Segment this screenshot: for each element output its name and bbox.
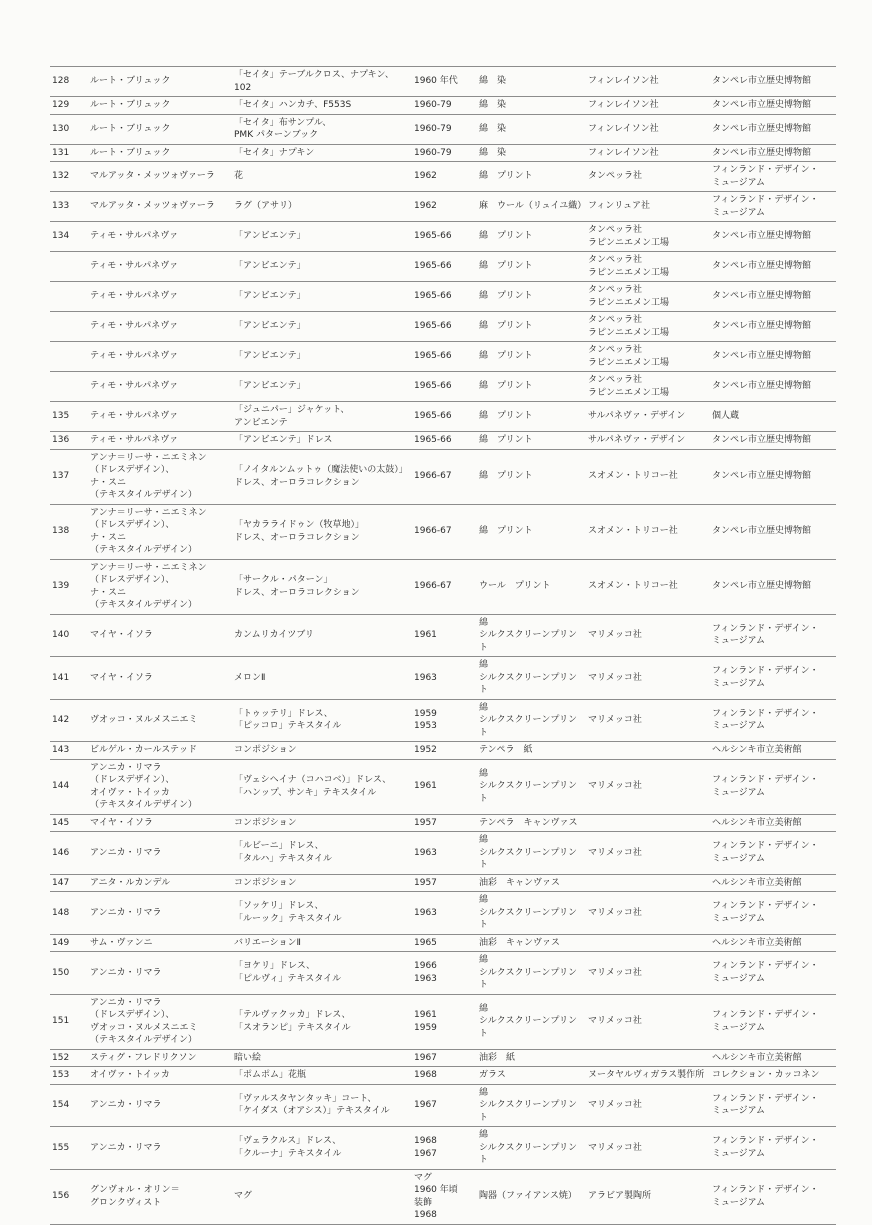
work-manufacturer: [586, 934, 710, 952]
table-row: [50, 952, 836, 995]
work-material: 綿 プリント: [479, 381, 533, 392]
work-manufacturer: ヌータヤルヴィガラス製作所: [588, 1070, 705, 1080]
work-title: 「ヴァルスタヤンタッキ」コート、 「ケイダス（オアシス）」テキスタイル: [234, 1093, 390, 1117]
work-owner: タンペレ市立歴史博物館: [712, 123, 812, 134]
artist-name: ティモ・サルパネヴァ: [90, 411, 179, 422]
work-year: 1968 1967: [414, 1136, 437, 1159]
work-owner: フィンランド・デザイン・ ミュージアム: [712, 1185, 819, 1208]
work-manufacturer: [586, 1049, 710, 1067]
work-material: 綿 プリント: [479, 471, 533, 482]
work-manufacturer: フィンレイソン社: [588, 100, 659, 110]
artist-name: ヴオッコ・ヌルメスニエミ: [90, 715, 198, 725]
work-material: 綿 プリント: [479, 171, 533, 182]
table-row: [50, 1049, 836, 1067]
work-owner: タンペレ市立歴史博物館: [712, 100, 812, 110]
table-row: [50, 892, 836, 935]
work-owner: フィンランド・デザイン・ ミュージアム: [712, 666, 819, 689]
work-material: 油彩 キャンヴァス: [479, 937, 560, 948]
work-material: 綿 プリント: [479, 411, 533, 422]
artist-name: ティモ・サルパネヴァ: [90, 261, 179, 272]
table-row: [50, 114, 836, 144]
work-title: 「ノイタルンムットゥ（魔法使いの太鼓）」 ドレス、オーロラコレクション: [234, 465, 408, 488]
work-year: 1957: [414, 817, 437, 828]
work-owner: フィンランド・デザイン・ ミュージアム: [712, 165, 819, 188]
work-year: 1966-67: [414, 581, 452, 592]
work-manufacturer: マリメッコ社: [588, 1100, 642, 1110]
table-row: [50, 252, 836, 282]
work-title: 「サークル・パターン」 ドレス、オーロラコレクション: [234, 575, 360, 598]
table-row: [50, 282, 836, 312]
work-manufacturer: アラビア製陶所: [588, 1191, 652, 1202]
work-material: 綿 シルクスクリーンプリント: [479, 1003, 577, 1039]
table-row: [50, 1084, 836, 1127]
work-year: 1959 1953: [414, 708, 437, 732]
work-material: 麻 ウール（リュイユ織）: [479, 201, 586, 212]
work-material: 綿 染: [479, 76, 507, 87]
work-title: 「ソッケリ」ドレス、 「ルーック」テキスタイル: [234, 901, 342, 924]
table-row: [50, 162, 836, 192]
work-owner: タンペレ市立歴史博物館: [712, 435, 812, 445]
work-year: 1965: [414, 937, 437, 948]
table-row: [50, 614, 836, 657]
artist-name: ティモ・サルパネヴァ: [90, 381, 179, 392]
work-title: 花: [234, 171, 244, 182]
catalog-number: 141: [52, 672, 70, 683]
work-manufacturer: タンペッラ社 ラピンニエメン工場: [588, 255, 670, 278]
table-row: [50, 372, 836, 402]
work-year: 1965-66: [414, 231, 452, 242]
table-row: [50, 559, 836, 614]
artist-name: アンニカ・リマラ: [90, 1100, 162, 1110]
catalog-number: 156: [52, 1191, 70, 1202]
catalog-number: 130: [52, 123, 70, 134]
work-year: 1960-79: [414, 100, 452, 110]
work-material: 綿 シルクスクリーンプリント: [479, 955, 577, 990]
work-material: 油彩 紙: [479, 1052, 516, 1063]
artist-name: マルアッタ・メッツォヴァーラ: [90, 171, 215, 182]
work-owner: ヘルシンキ市立美術館: [712, 877, 802, 888]
catalog-number: 140: [52, 630, 70, 640]
work-material: 陶器（ファイアンス焼）: [479, 1191, 577, 1202]
work-manufacturer: フィンリュア社: [588, 201, 651, 212]
work-year: 1968: [414, 1070, 437, 1080]
table-row: [50, 192, 836, 222]
work-year: 1957: [414, 877, 437, 888]
work-material: 綿 シルクスクリーンプリント: [479, 1087, 577, 1123]
artist-name: グンヴォル・オリン＝ グロンクヴィスト: [90, 1185, 180, 1208]
artist-name: ティモ・サルパネヴァ: [90, 231, 179, 242]
table-row: [50, 994, 836, 1049]
artwork-list-body: [50, 67, 836, 1225]
work-owner: タンペレ市立歴史博物館: [712, 471, 812, 482]
work-material: 綿 シルクスクリーンプリント: [479, 835, 577, 870]
artist-name: ルート・ブリュック: [90, 147, 171, 158]
catalog-number: 131: [52, 147, 70, 158]
work-title: 「ヴェラクルス」ドレス、 「クルーナ」テキスタイル: [234, 1136, 342, 1159]
work-year: 1961 1959: [414, 1010, 437, 1033]
work-owner: フィンランド・デザイン・ ミュージアム: [712, 1010, 819, 1033]
artist-name: オイヴァ・トイッカ: [90, 1070, 170, 1080]
work-manufacturer: タンペッラ社 ラピンニエメン工場: [588, 285, 670, 308]
catalog-number: 138: [52, 526, 70, 537]
catalog-number: 139: [52, 581, 70, 592]
work-owner: タンペレ市立歴史博物館: [712, 261, 812, 272]
work-title: コンポジション: [234, 745, 297, 755]
catalog-number: 129: [52, 100, 70, 110]
table-row: [50, 1127, 836, 1170]
work-material: ウール プリント: [479, 581, 551, 592]
work-title: メロンⅡ: [234, 672, 266, 683]
artist-name: ティモ・サルパネヴァ: [90, 435, 179, 445]
catalog-number: 147: [52, 877, 70, 888]
work-owner: フィンランド・デザイン・ ミュージアム: [712, 841, 819, 864]
artist-name: ビルゲル・カールステッド: [90, 745, 198, 755]
table-row: [50, 449, 836, 504]
table-row: [50, 1169, 836, 1224]
artist-name: アンニカ・リマラ: [90, 967, 162, 978]
table-row: [50, 504, 836, 559]
work-owner: タンペレ市立歴史博物館: [712, 231, 812, 242]
work-year: マグ 1960 年頃 装飾 1968: [414, 1172, 458, 1220]
work-owner: フィンランド・デザイン・ ミュージアム: [712, 775, 819, 798]
catalog-number: [50, 372, 88, 402]
work-title: 暗い絵: [234, 1052, 262, 1063]
work-year: 1962: [414, 171, 437, 182]
work-title: 「ルビーニ」ドレス、 「タルハ」テキスタイル: [234, 841, 333, 864]
work-owner: ヘルシンキ市立美術館: [712, 745, 802, 755]
work-manufacturer: フィンレイソン社: [588, 76, 659, 87]
artist-name: ティモ・サルパネヴァ: [90, 291, 179, 302]
work-owner: タンペレ市立歴史博物館: [712, 526, 812, 537]
work-title: カンムリカイツブリ: [234, 630, 314, 640]
work-material: 綿 染: [479, 123, 507, 134]
work-year: 1965-66: [414, 351, 452, 362]
work-owner: コレクション・カッコネン: [712, 1070, 820, 1080]
table-row: [50, 402, 836, 432]
catalog-number: [50, 342, 88, 372]
work-title: 「セイタ」ナプキン: [234, 147, 315, 158]
artist-name: アンニカ・リマラ: [90, 847, 162, 858]
catalog-number: [50, 282, 88, 312]
artist-name: アンニカ・リマラ: [90, 1142, 162, 1153]
catalog-number: [50, 312, 88, 342]
catalog-number: 132: [52, 171, 70, 182]
work-title: 「アンビエンテ」: [234, 351, 306, 362]
catalog-number: 151: [52, 1016, 70, 1027]
work-owner: フィンランド・デザイン・ ミュージアム: [712, 1093, 819, 1117]
table-row: [50, 874, 836, 892]
work-owner: フィンランド・デザイン・ ミュージアム: [712, 623, 819, 647]
table-row: [50, 1067, 836, 1085]
work-manufacturer: スオメン・トリコー社: [588, 471, 678, 482]
catalog-number: 145: [52, 817, 70, 828]
work-title: コンポジション: [234, 817, 297, 828]
work-title: マグ: [234, 1191, 253, 1202]
work-title: 「ヴェシヘイナ（コハコベ）」ドレス、 「ハンップ、サンキ」テキスタイル: [234, 775, 392, 798]
work-year: 1961: [414, 630, 437, 640]
catalog-number: 134: [52, 231, 70, 242]
artist-name: アンナ＝リーサ・ニエミネン （ドレスデザイン）、 ナ・スニ （テキスタイルデザイン）: [90, 452, 207, 500]
catalog-number: 133: [52, 201, 70, 212]
work-owner: ヘルシンキ市立美術館: [712, 1052, 802, 1063]
work-title: 「テルヴァクッカ」ドレス、 「スオランピ」テキスタイル: [234, 1010, 351, 1033]
catalog-number: 146: [52, 847, 70, 858]
table-row: [50, 432, 836, 450]
work-owner: ヘルシンキ市立美術館: [712, 937, 802, 948]
work-owner: タンペレ市立歴史博物館: [712, 147, 812, 158]
work-material: 綿 プリント: [479, 291, 533, 302]
work-manufacturer: マリメッコ社: [588, 907, 642, 918]
work-material: 綿 プリント: [479, 435, 533, 445]
work-manufacturer: [586, 742, 710, 760]
work-year: 1952: [414, 745, 437, 755]
work-title: 「アンビエンテ」: [234, 231, 306, 242]
artist-name: マイヤ・イソラ: [90, 817, 153, 828]
work-manufacturer: タンペッラ社 ラピンニエメン工場: [588, 345, 670, 368]
work-title: 「アンビエンテ」: [234, 291, 306, 302]
work-manufacturer: フィンレイソン社: [588, 147, 659, 158]
work-title: 「セイタ」布サンプル、 PMK パターンブック: [234, 117, 332, 140]
catalog-number: 154: [52, 1100, 70, 1110]
work-manufacturer: フィンレイソン社: [588, 123, 659, 134]
work-year: 1965-66: [414, 435, 452, 445]
work-title: ラグ（アサリ）: [234, 201, 298, 212]
work-material: 綿 プリント: [479, 321, 533, 332]
catalog-number: 148: [52, 907, 70, 918]
work-manufacturer: マリメッコ社: [588, 1016, 642, 1027]
work-owner: タンペレ市立歴史博物館: [712, 381, 812, 392]
catalog-number: 135: [52, 411, 70, 422]
work-title: 「ジュニパー」ジャケット、 アンビエンテ: [234, 405, 350, 428]
work-year: 1960-79: [414, 123, 452, 134]
work-year: 1963: [414, 672, 437, 683]
catalog-number: 149: [52, 937, 70, 948]
table-row: [50, 342, 836, 372]
work-manufacturer: マリメッコ社: [588, 630, 642, 640]
work-owner: タンペレ市立歴史博物館: [712, 76, 812, 87]
work-title: 「トゥッテリ」ドレス、 「ピッコロ」テキスタイル: [234, 708, 342, 732]
work-year: 1967: [414, 1100, 437, 1110]
work-year: 1963: [414, 907, 437, 918]
work-owner: タンペレ市立歴史博物館: [712, 581, 812, 592]
work-owner: タンペレ市立歴史博物館: [712, 321, 812, 332]
table-row: [50, 814, 836, 832]
artist-name: アンニカ・リマラ: [90, 907, 162, 918]
work-owner: フィンランド・デザイン・ ミュージアム: [712, 961, 819, 984]
artist-name: ルート・ブリュック: [90, 100, 171, 110]
artist-name: ティモ・サルパネヴァ: [90, 321, 179, 332]
work-material: 綿 シルクスクリーンプリント: [479, 660, 577, 695]
work-title: 「アンビエンテ」: [234, 381, 306, 392]
work-year: 1960-79: [414, 147, 452, 158]
artist-name: ティモ・サルパネヴァ: [90, 351, 179, 362]
work-material: 綿 シルクスクリーンプリント: [479, 617, 577, 653]
work-manufacturer: マリメッコ社: [588, 967, 642, 978]
work-manufacturer: タンペッラ社: [588, 171, 643, 182]
catalog-number: 152: [52, 1052, 70, 1063]
work-manufacturer: [586, 814, 710, 832]
work-owner: ヘルシンキ市立美術館: [712, 817, 802, 828]
work-title: 「アンビエンテ」: [234, 321, 306, 332]
artist-name: アンナ＝リーサ・ニエミネン （ドレスデザイン）、 ナ・スニ （テキスタイルデザイン）: [90, 507, 207, 555]
work-material: 綿 シルクスクリーンプリント: [479, 702, 577, 738]
work-title: 「アンビエンテ」: [234, 261, 306, 272]
work-manufacturer: マリメッコ社: [588, 847, 642, 858]
work-year: 1966-67: [414, 526, 452, 537]
catalog-number: 153: [52, 1070, 70, 1080]
catalog-number: 137: [52, 471, 70, 482]
work-material: 綿 シルクスクリーンプリント: [479, 768, 577, 804]
work-owner: 個人蔵: [712, 411, 740, 422]
catalog-number: 155: [52, 1142, 70, 1153]
work-year: 1961: [414, 781, 437, 792]
work-owner: タンペレ市立歴史博物館: [712, 351, 812, 362]
artist-name: マルアッタ・メッツォヴァーラ: [90, 201, 215, 212]
artist-name: ルート・ブリュック: [90, 123, 171, 134]
work-owner: タンペレ市立歴史博物館: [712, 291, 812, 302]
artist-name: アンニカ・リマラ （ドレスデザイン）、 ヴオッコ・ヌルメスニエミ （テキスタイルデザイン）: [90, 997, 198, 1045]
catalog-number: 143: [52, 745, 70, 755]
work-manufacturer: スオメン・トリコー社: [588, 526, 678, 537]
work-manufacturer: マリメッコ社: [588, 781, 642, 792]
work-material: テンペラ キャンヴァス: [479, 817, 578, 828]
work-manufacturer: サルパネヴァ・デザイン: [588, 411, 686, 422]
work-manufacturer: スオメン・トリコー社: [588, 581, 678, 592]
work-year: 1967: [414, 1052, 437, 1063]
table-row: [50, 934, 836, 952]
work-owner: フィンランド・デザイン・ ミュージアム: [712, 901, 819, 924]
table-row: [50, 222, 836, 252]
catalog-number: 150: [52, 967, 70, 978]
work-title: コンポジション: [234, 877, 297, 888]
table-row: [50, 144, 836, 162]
work-manufacturer: [586, 874, 710, 892]
artist-name: スティグ・フレドリクソン: [90, 1052, 197, 1063]
work-material: 綿 染: [479, 147, 507, 158]
catalog-number: [50, 252, 88, 282]
table-row: [50, 312, 836, 342]
work-owner: フィンランド・デザイン・ ミュージアム: [712, 708, 819, 732]
work-manufacturer: タンペッラ社 ラピンニエメン工場: [588, 375, 670, 398]
artist-name: ルート・ブリュック: [90, 76, 171, 87]
work-owner: フィンランド・デザイン・ ミュージアム: [712, 1136, 819, 1159]
work-title: 「ヤカラライドゥン（牧草地）」 ドレス、オーロラコレクション: [234, 520, 365, 543]
work-year: 1963: [414, 847, 437, 858]
work-material: ガラス: [479, 1070, 506, 1080]
work-manufacturer: サルパネヴァ・デザイン: [588, 435, 686, 445]
catalog-number: 136: [52, 435, 70, 445]
catalog-number: 142: [52, 715, 70, 725]
work-material: テンペラ 紙: [479, 745, 533, 755]
work-year: 1965-66: [414, 291, 452, 302]
work-title: バリエーションⅡ: [234, 937, 301, 948]
table-row: [50, 699, 836, 742]
work-manufacturer: タンペッラ社 ラピンニエメン工場: [588, 225, 670, 248]
work-title: 「ヨケリ」ドレス、 「ピルヴィ」テキスタイル: [234, 961, 342, 984]
work-material: 綿 染: [479, 100, 507, 110]
work-manufacturer: マリメッコ社: [588, 715, 642, 725]
work-year: 1962: [414, 201, 437, 212]
work-year: 1965-66: [414, 321, 452, 332]
work-material: 綿 プリント: [479, 261, 533, 272]
table-row: [50, 67, 836, 97]
artist-name: マイヤ・イソラ: [90, 630, 153, 640]
catalog-number: 128: [52, 76, 70, 87]
work-material: 綿 プリント: [479, 231, 533, 242]
work-year: 1966-67: [414, 471, 452, 482]
artist-name: アンニカ・リマラ （ドレスデザイン）、 オイヴァ・トイッカ （テキスタイルデザイン）: [90, 762, 198, 810]
work-title: 「ポムポム」花瓶: [234, 1070, 307, 1080]
artist-name: アニタ・ルカンデル: [90, 877, 171, 888]
work-material: 綿 プリント: [479, 351, 533, 362]
artist-name: サム・ヴァンニ: [90, 937, 153, 948]
work-owner: フィンランド・デザイン・ ミュージアム: [712, 195, 819, 218]
catalog-number: 144: [52, 781, 70, 792]
work-material: 綿 シルクスクリーンプリント: [479, 1130, 577, 1165]
work-year: 1960 年代: [414, 76, 458, 87]
work-year: 1965-66: [414, 261, 452, 272]
work-manufacturer: マリメッコ社: [588, 1142, 642, 1153]
table-row: [50, 832, 836, 875]
work-material: 油彩 キャンヴァス: [479, 877, 560, 888]
table-row: [50, 759, 836, 814]
table-row: [50, 742, 836, 760]
work-year: 1965-66: [414, 381, 452, 392]
artist-name: マイヤ・イソラ: [90, 672, 153, 683]
work-manufacturer: マリメッコ社: [588, 672, 642, 683]
table-row: [50, 97, 836, 115]
work-title: 「セイタ」ハンカチ、F553S: [234, 100, 352, 110]
artist-name: アンナ＝リーサ・ニエミネン （ドレスデザイン）、 ナ・スニ （テキスタイルデザイン）: [90, 562, 207, 610]
work-year: 1965-66: [414, 411, 452, 422]
work-year: 1966 1963: [414, 961, 437, 984]
work-title: 「セイタ」テーブルクロス、ナプキン、 102: [234, 70, 394, 93]
work-material: 綿 プリント: [479, 526, 533, 537]
artwork-list-table: [50, 66, 836, 1225]
work-manufacturer: タンペッラ社 ラピンニエメン工場: [588, 315, 670, 338]
work-material: 綿 シルクスクリーンプリント: [479, 895, 577, 930]
table-row: [50, 657, 836, 700]
work-title: 「アンビエンテ」ドレス: [234, 435, 333, 445]
